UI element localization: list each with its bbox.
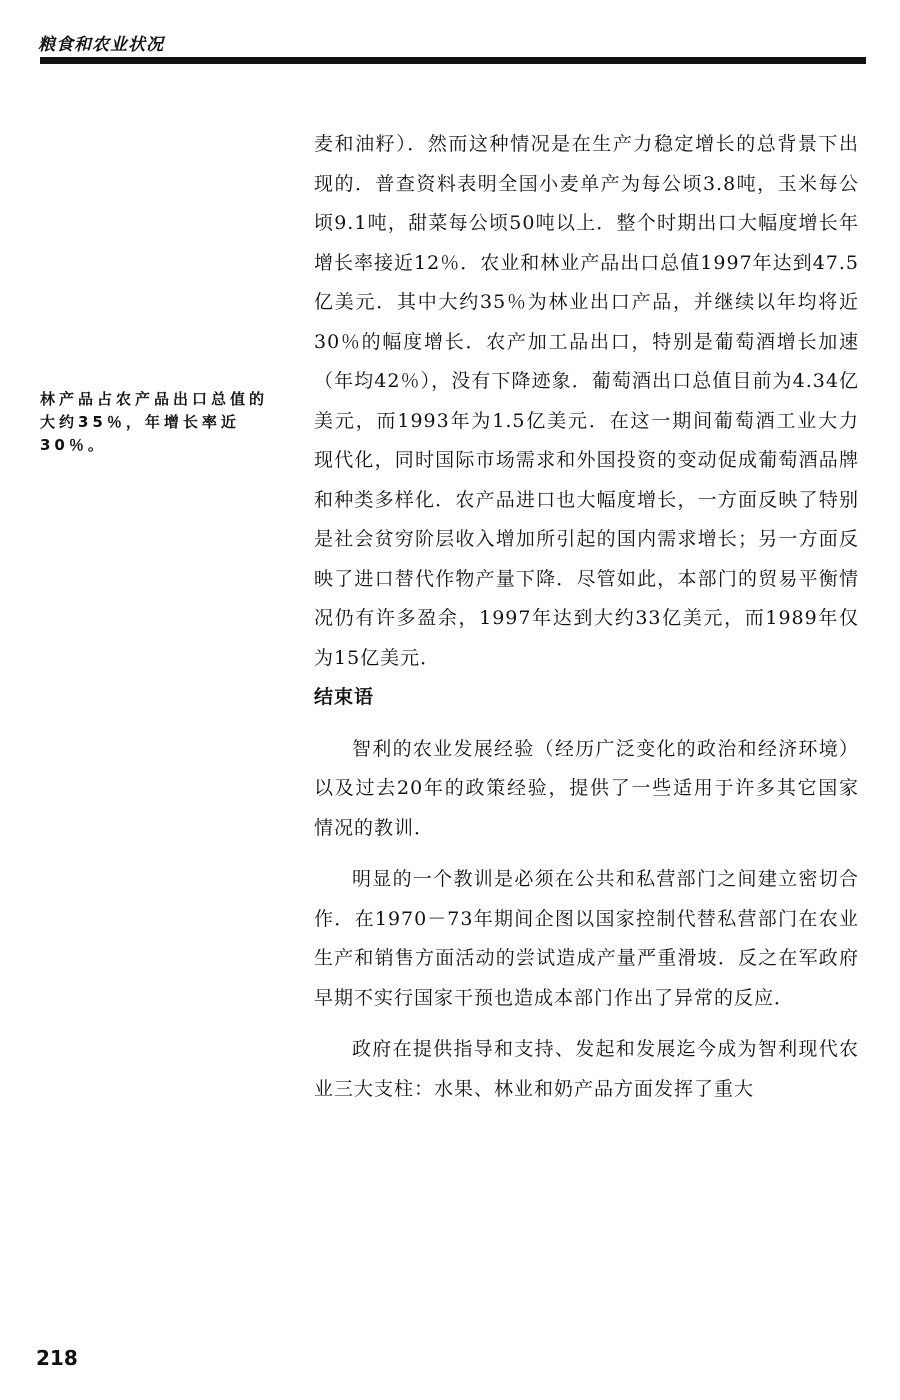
page-number: 218 xyxy=(36,1346,78,1370)
margin-note: 林产品占农产品出口总值的大约35％，年增长率近30％。 xyxy=(40,390,269,454)
paragraph: 明显的一个教训是必须在公共和私营部门之间建立密切合作．在1970－73年期间企图以国家控制代替私营部门在农业生产和销售方面活动的尝试造成产量严重滑坡．反之在军政府早期不实行国家干预也造成本部门作出了异常的反应． xyxy=(314,868,859,1009)
main-text-column xyxy=(314,125,859,1109)
paragraph: 智利的农业发展经验（经历广泛变化的政治和经济环境）以及过去20年的政策经验，提供了一些适用于许多其它国家情况的教训． xyxy=(314,737,859,839)
paragraph: 政府在提供指导和支持、发起和发展迄今成为智利现代农业三大支柱：水果、林业和奶产品方面发挥了重大 xyxy=(314,1038,859,1100)
running-head-title: 粮食和农业状况 xyxy=(38,35,164,55)
paragraph-continued: 麦和油籽）．然而这种情况是在生产力稳定增长的总背景下出现的．普查资料表明全国小麦单产为每公顷3.8吨，玉米每公顷9.1吨，甜菜每公顷50吨以上．整个时期出口大幅度增长年增长率接近12％．农业和林业产品出口总值1997年达到47.5亿美元．其中大约35％为林业出口产品，并继续以年均将近30％的幅度增长．农产加工品出口，特别是葡萄酒增长加速（年均42％），没有下降迹象．葡萄酒出口总值目前为4.34亿美元，而1993年为1.5亿美元．在这一期间葡萄酒工业大力现代化，同时国际市场需求和外国投资的变动促成葡萄酒品牌和种类多样化．农产品进口也大幅度增长，一方面反映了特别是社会贫穷阶层收入增加所引起的国内需求增长；另一方面反映了进口替代作物产量下降．尽管如此，本部门的贸易平衡情况仍有许多盈余，1997年达到大约33亿美元，而1989年仅为15亿美元． xyxy=(314,133,859,669)
header-rule xyxy=(40,57,866,64)
section-heading: 结束语 xyxy=(314,686,375,708)
